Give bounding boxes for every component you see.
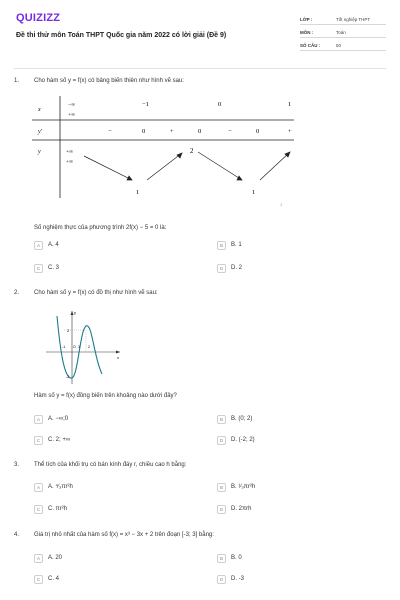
option-c[interactable] — [34, 435, 70, 445]
option-letter: C — [34, 436, 43, 445]
option-text: D. 2πrh — [231, 506, 252, 512]
question-4 — [14, 532, 386, 594]
table-y-min: 1 — [136, 189, 140, 196]
question-text: Cho hàm số y = f(x) có đồ thị như hình vẽ sau: — [34, 290, 158, 296]
table-y-mid: 2 — [190, 147, 194, 155]
option-a[interactable] — [34, 414, 68, 424]
side-mark: 1 — [280, 202, 283, 207]
header-divider — [14, 68, 386, 69]
function-graph — [42, 308, 124, 386]
option-b[interactable] — [217, 553, 242, 563]
meta-panel — [300, 14, 386, 53]
meta-row-count — [300, 40, 386, 51]
table-sign: − — [108, 128, 112, 135]
meta-label: LỚP : — [300, 16, 313, 22]
option-letter: B — [217, 554, 226, 563]
option-d[interactable] — [217, 504, 251, 514]
option-letter: A — [34, 241, 43, 250]
option-letter: C — [34, 264, 43, 273]
question-2 — [14, 290, 386, 450]
option-c[interactable] — [34, 263, 59, 273]
option-letter: B — [217, 483, 226, 492]
question-subtext: Số nghiệm thực của phương trình 2f(x) − 5 = 0 là: — [34, 225, 167, 231]
option-c[interactable] — [34, 504, 67, 514]
graph-origin: O — [73, 345, 76, 349]
table-y-left: +∞ — [66, 149, 74, 155]
table-sign: − — [228, 128, 232, 135]
question-number: 3. — [14, 462, 20, 468]
document-title: Đề thi thử môn Toán THPT Quốc gia năm 2022 có lời giải (Đề 9) — [16, 32, 227, 39]
option-b[interactable] — [217, 482, 255, 492]
option-c[interactable] — [34, 574, 59, 584]
question-text: Cho hàm số y = f(x) có bảng biến thiên như hình vẽ sau: — [34, 78, 184, 84]
option-letter: A — [34, 554, 43, 563]
option-text: C. 2; +∞ — [48, 437, 71, 443]
table-xval: −1 — [142, 101, 149, 108]
graph-tick-2: 2 — [67, 328, 70, 333]
option-text: B. (0; 2) — [231, 416, 253, 422]
meta-row-subject — [300, 27, 386, 38]
option-b[interactable] — [217, 414, 252, 424]
graph-xtick: 2 — [88, 345, 90, 349]
option-letter: B — [217, 241, 226, 250]
table-y-right: +∞ — [66, 159, 74, 165]
option-text: B. 0 — [231, 555, 242, 561]
table-sign: 0 — [142, 128, 146, 135]
question-number: 4. — [14, 532, 20, 538]
table-xval: 1 — [288, 101, 292, 108]
option-text: B. 1 — [231, 242, 242, 248]
table-x-label: x — [38, 107, 41, 113]
option-b[interactable] — [217, 240, 242, 250]
table-xval: 0 — [218, 101, 222, 108]
graph-x-label: x — [117, 355, 119, 360]
option-letter: A — [34, 483, 43, 492]
option-letter: C — [34, 575, 43, 584]
option-text: D. (-2; 2) — [231, 437, 255, 443]
option-d[interactable] — [217, 263, 242, 273]
table-sign: 0 — [198, 128, 202, 135]
table-xval: +∞ — [68, 112, 76, 118]
table-xval: −∞ — [68, 102, 76, 108]
option-text: D. 2 — [231, 265, 243, 271]
option-text: A. ⁴⁄₃πr²h — [48, 484, 73, 490]
option-letter: D — [217, 505, 226, 514]
variation-table — [32, 96, 294, 198]
option-letter: D — [217, 264, 226, 273]
graph-xtick: 1 — [78, 345, 80, 349]
table-y-min: 1 — [252, 189, 256, 196]
quizizz-logo: QUIZIZZ — [16, 12, 61, 24]
meta-row-class — [300, 14, 386, 25]
table-sign: + — [170, 128, 174, 135]
table-yprime-label: y' — [38, 129, 42, 135]
option-letter: C — [34, 505, 43, 514]
table-sign: + — [288, 128, 292, 135]
table-arrows — [84, 152, 290, 180]
option-text: C. πr²h — [48, 506, 68, 512]
option-a[interactable] — [34, 240, 59, 250]
question-text: Thể tích của khối trụ có bán kính đáy r, chiều cao h bằng: — [34, 462, 187, 468]
meta-label: SỐ CÂU : — [300, 42, 321, 48]
option-a[interactable] — [34, 482, 73, 492]
question-number: 1. — [14, 78, 20, 84]
meta-value: 50 — [336, 42, 342, 48]
graph-ytick-neg: -2 — [66, 375, 70, 379]
option-letter: B — [217, 415, 226, 424]
option-text: C. 3 — [48, 265, 60, 271]
option-letter: D — [217, 436, 226, 445]
option-text: B. ¹⁄₃πr²h — [231, 484, 256, 490]
question-text: Giá trị nhỏ nhất của hàm số f(x) = x³ − 3x + 2 trên đoạn [-3; 3] bằng: — [34, 532, 214, 538]
question-subtext: Hàm số y = f(x) đồng biến trên khoảng nào dưới đây? — [34, 393, 177, 399]
graph-y-label: y — [74, 310, 76, 315]
option-text: A. 4 — [48, 242, 59, 248]
option-text: A. 20 — [48, 555, 63, 561]
meta-value: Tốt nghiệp THPT — [336, 16, 371, 22]
option-text: C. 4 — [48, 576, 60, 582]
table-sign: 0 — [256, 128, 260, 135]
option-letter: D — [217, 575, 226, 584]
table-y-label: y — [38, 149, 41, 155]
question-1 — [14, 78, 386, 278]
option-d[interactable] — [217, 435, 255, 445]
graph-xtick: -1 — [62, 345, 66, 349]
question-number: 2. — [14, 290, 20, 296]
option-text: D. -3 — [231, 576, 245, 582]
meta-value: Toán — [336, 29, 346, 35]
option-text: A. −∞;0 — [48, 416, 69, 422]
option-a[interactable] — [34, 553, 62, 563]
question-3 — [14, 462, 386, 524]
option-d[interactable] — [217, 574, 244, 584]
meta-label: MÔN : — [300, 29, 314, 35]
option-letter: A — [34, 415, 43, 424]
